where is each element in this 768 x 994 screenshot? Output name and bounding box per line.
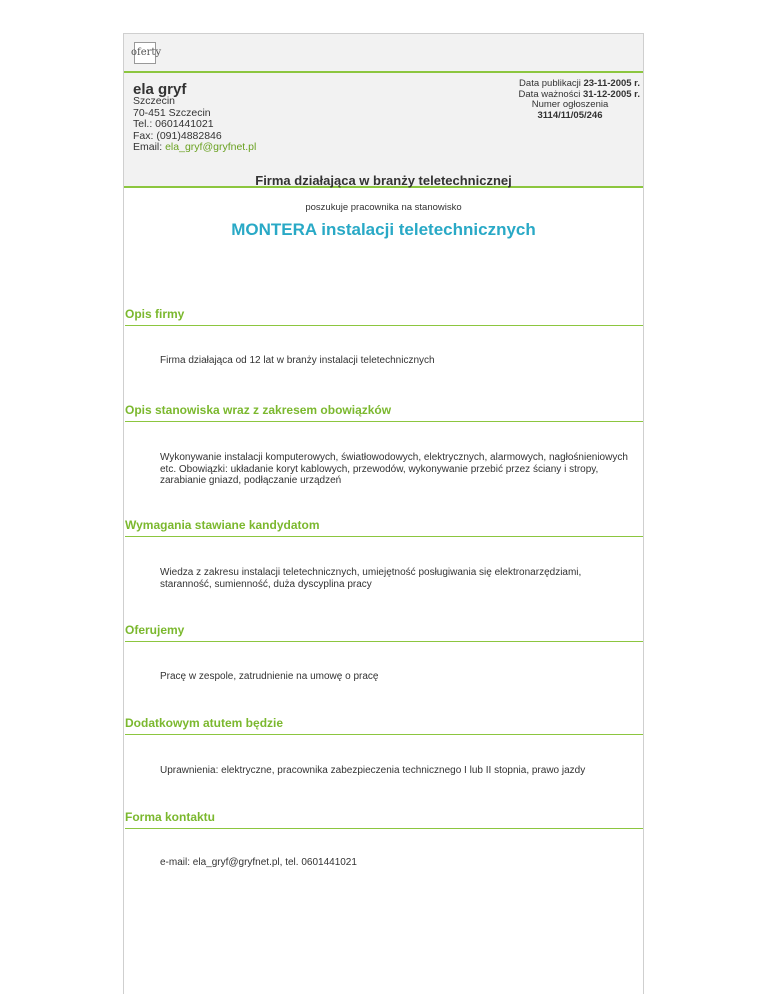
section-title-bonus: Dodatkowym atutem będzie [125, 716, 643, 735]
company-name: ela gryf [133, 81, 187, 98]
section-title-requirements: Wymagania stawiane kandydatom [125, 518, 643, 537]
company-email-line [133, 142, 256, 154]
section-body-bonus: Uprawnienia: elektryczne, pracownika zabezpieczenia technicznego I lub II stopnia, prawo jazdy [160, 765, 586, 776]
email-link[interactable]: ela_gryf@gryfnet.pl [165, 141, 257, 153]
publication-meta [440, 79, 640, 121]
publication-date-label: Data publikacji [519, 78, 584, 89]
oferty-logo[interactable]: oferty [134, 42, 156, 64]
offer-number-label: Numer ogłoszenia [531, 99, 609, 110]
company-postal: 70-451 Szczecin [133, 106, 211, 119]
company-fax: Fax: (091)4882846 [133, 129, 222, 142]
section-body-company: Firma działająca od 12 lat w branży instalacji teletechnicznych [160, 355, 435, 366]
expiry-date: 31-12-2005 r. [582, 88, 640, 100]
section-title-offer: Oferujemy [125, 623, 643, 642]
job-offer-page [123, 33, 644, 994]
section-body-duties: Wykonywanie instalacji komputerowych, światłowodowych, elektrycznych, alarmowych, nagłośnieniowych etc. Obowiązki: układanie koryt kablowych, przewodów, wykonywanie przebić przez ściany i stropy, zarabianie gniazd, podłączanie urządzeń [160, 452, 628, 486]
offer-number-value: 3114/11/05/246 [537, 109, 603, 121]
position-title: MONTERA instalacji teletechnicznych [231, 220, 536, 239]
seeking-text: poszukuje pracownika na stanowisko [305, 202, 462, 213]
company-tel: Tel.: 0601441021 [133, 118, 214, 130]
company-address [133, 96, 256, 154]
section-body-offer: Pracę w zespole, zatrudnienie na umowę o pracę [160, 671, 379, 682]
section-body-requirements: Wiedza z zakresu instalacji teletechnicznych, umiejętność posługiwania się elektronarzędziami, staranność, sumienność, duża dyscyplina pracy [160, 567, 582, 590]
email-label: Email: [133, 141, 166, 153]
section-body-contact: e-mail: ela_gryf@gryfnet.pl, tel. 0601441021 [160, 857, 357, 868]
section-title-company: Opis firmy [125, 307, 643, 326]
logo-band [124, 34, 643, 73]
publication-date: 23-11-2005 r. [583, 78, 640, 89]
section-title-contact: Forma kontaktu [125, 810, 643, 829]
contact-header [124, 73, 643, 188]
offer-number [440, 111, 640, 122]
firm-headline: Firma działająca w branży teletechnicznej [255, 173, 512, 188]
company-city: Szczecin [133, 95, 176, 107]
expiry-date-label: Data ważności [518, 88, 583, 100]
section-title-duties: Opis stanowiska wraz z zakresem obowiązków [125, 403, 643, 422]
